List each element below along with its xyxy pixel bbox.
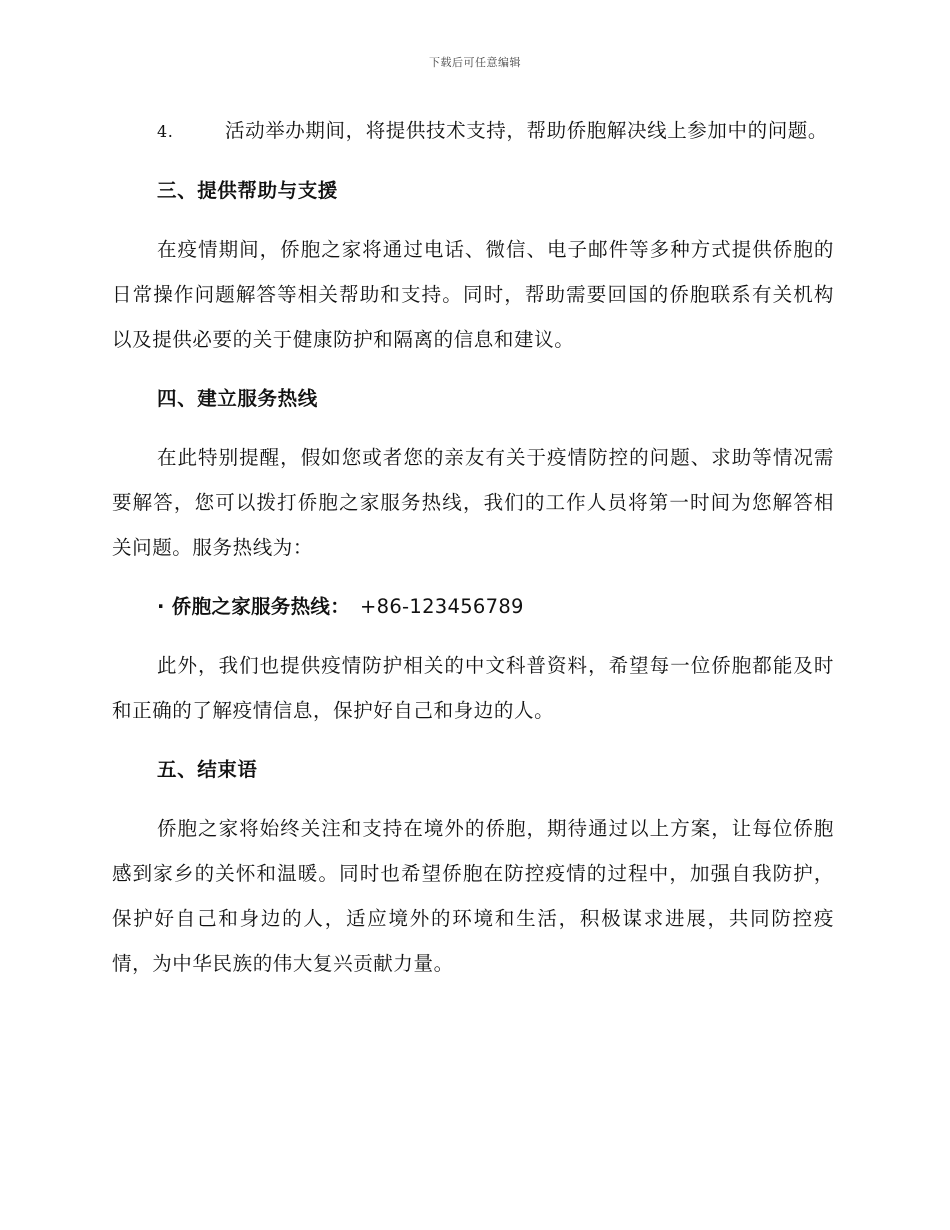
hotline-number: +86-123456789 bbox=[360, 595, 524, 618]
document-body bbox=[112, 108, 834, 1000]
hotline-label: · 侨胞之家服务热线： bbox=[157, 595, 350, 618]
section-heading-5: 五、结束语 bbox=[157, 758, 258, 781]
list-item-text: 活动举办期间，将提供技术支持，帮助侨胞解决线上参加中的问题。 bbox=[225, 119, 829, 142]
section-4-paragraph-2: 此外，我们也提供疫情防护相关的中文科普资料，希望每一位侨胞都能及时和正确的了解疫情信息，保护好自己和身边的人。 bbox=[112, 654, 834, 722]
hotline-line bbox=[157, 584, 834, 629]
section-5-paragraph: 侨胞之家将始终关注和支持在境外的侨胞，期待通过以上方案，让每位侨胞感到家乡的关怀和温暖。同时也希望侨胞在防控疫情的过程中，加强自我防护，保护好自己和身边的人，适应境外的环境和生活，积极谋求进展，共同防控疫情，为中华民族的伟大复兴贡献力量。 bbox=[112, 817, 834, 975]
list-item-4 bbox=[112, 108, 834, 154]
list-item-number: 4. bbox=[157, 122, 174, 141]
section-3-paragraph: 在疫情期间，侨胞之家将通过电话、微信、电子邮件等多种方式提供侨胞的日常操作问题解答等相关帮助和支持。同时，帮助需要回国的侨胞联系有关机构以及提供必要的关于健康防护和隔离的信息和建议。 bbox=[112, 238, 834, 351]
section-4-paragraph: 在此特别提醒，假如您或者您的亲友有关于疫情防控的问题、求助等情况需要解答，您可以拨打侨胞之家服务热线，我们的工作人员将第一时间为您解答相关问题。服务热线为： bbox=[112, 446, 834, 559]
page-header: 下载后可任意编辑 bbox=[429, 56, 521, 69]
section-heading-4: 四、建立服务热线 bbox=[157, 387, 318, 410]
section-heading-3: 三、提供帮助与支援 bbox=[157, 179, 338, 202]
